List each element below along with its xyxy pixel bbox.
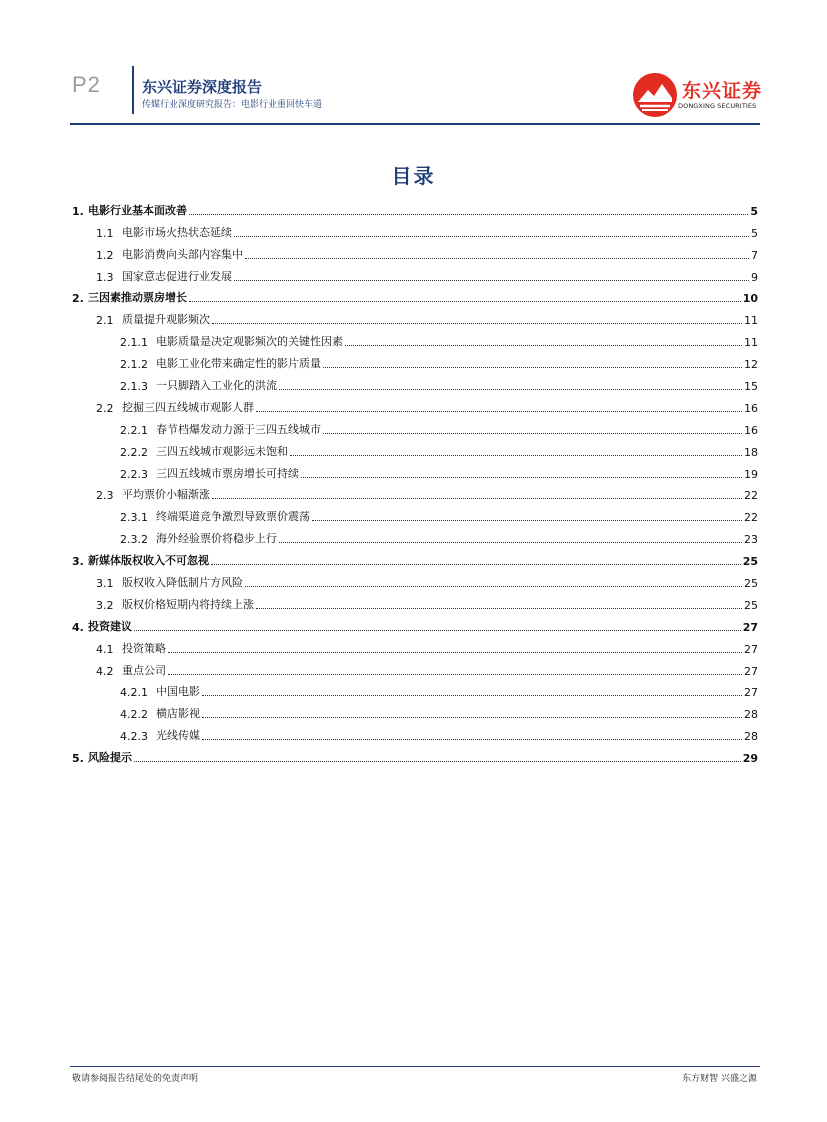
toc-entry-page: 23 (744, 533, 758, 547)
toc-entry-label: 三四五线城市观影远未饱和 (156, 444, 288, 458)
toc-entry-page: 28 (744, 730, 758, 744)
toc-entry-number: 1.3 (96, 270, 114, 284)
toc-leader-dots (212, 498, 742, 499)
footer-disclaimer: 敬请参阅报告结尾处的免责声明 (72, 1074, 199, 1084)
toc-entry-page: 5 (751, 226, 758, 240)
toc-entry-page: 27 (744, 686, 758, 700)
toc-entry-page: 12 (744, 358, 758, 372)
toc-entry[interactable] (72, 437, 758, 459)
toc-entry-label: 三四五线城市票房增长可持续 (156, 466, 299, 480)
footer-slogan: 东方财智 兴盛之源 (682, 1074, 757, 1084)
toc-entry-label: 投资建议 (88, 619, 132, 633)
toc-leader-dots (245, 258, 749, 259)
toc-leader-dots (312, 520, 742, 521)
toc-leader-dots (212, 323, 742, 324)
toc-entry-page: 5 (750, 204, 758, 218)
toc-entry-page: 28 (744, 708, 758, 722)
toc-entry-page: 22 (744, 511, 758, 525)
toc-entry-page: 10 (742, 292, 758, 306)
toc-entry[interactable] (72, 699, 758, 721)
toc-entry-label: 电影工业化带来确定性的影片质量 (156, 357, 321, 371)
toc-leader-dots (134, 630, 741, 631)
table-of-contents (72, 196, 758, 765)
toc-entry[interactable] (72, 743, 758, 765)
brand-title: 东兴证券深度报告 (142, 78, 263, 96)
toc-entry[interactable] (72, 612, 758, 634)
toc-leader-dots (189, 214, 748, 215)
toc-entry[interactable] (72, 459, 758, 481)
toc-entry-number: 4.2.3 (120, 730, 148, 744)
toc-entry-number: 4.2 (96, 664, 114, 678)
toc-entry-number: 2.2 (96, 401, 114, 415)
toc-entry[interactable] (72, 546, 758, 568)
toc-entry-label: 重点公司 (122, 663, 166, 677)
toc-leader-dots (134, 761, 741, 762)
toc-entry-page: 16 (744, 401, 758, 415)
toc-leader-dots (211, 564, 741, 565)
toc-entry-label: 挖掘三四五线城市观影人群 (122, 400, 254, 414)
toc-entry[interactable] (72, 678, 758, 700)
toc-entry-label: 中国电影 (156, 685, 200, 699)
toc-leader-dots (168, 674, 742, 675)
toc-entry-label: 终端渠道竞争激烈导致票价震荡 (156, 510, 310, 524)
toc-entry-label: 风险提示 (88, 751, 132, 765)
toc-entry[interactable] (72, 415, 758, 437)
toc-entry-page: 19 (744, 467, 758, 481)
toc-leader-dots (279, 542, 742, 543)
toc-entry[interactable] (72, 590, 758, 612)
toc-entry[interactable] (72, 262, 758, 284)
toc-entry-label: 版权价格短期内将持续上涨 (122, 597, 254, 611)
header-rule (70, 123, 760, 125)
toc-entry-number: 2.1.2 (120, 358, 148, 372)
toc-entry-number: 5. (72, 752, 84, 766)
toc-entry-label: 电影市场火热状态延续 (122, 225, 232, 239)
toc-leader-dots (256, 608, 742, 609)
toc-entry-page: 7 (751, 248, 758, 262)
toc-entry-label: 新媒体版权收入不可忽视 (88, 554, 209, 568)
toc-entry-label: 三因素推动票房增长 (88, 291, 187, 305)
toc-entry-page: 25 (744, 598, 758, 612)
toc-entry-label: 电影消费向头部内容集中 (122, 247, 243, 261)
toc-entry-page: 29 (742, 752, 758, 766)
toc-leader-dots (301, 477, 742, 478)
toc-leader-dots (345, 345, 742, 346)
toc-entry[interactable] (72, 305, 758, 327)
toc-entry-label: 电影质量是决定观影频次的关键性因素 (156, 335, 343, 349)
toc-entry-label: 海外经验票价将稳步上行 (156, 532, 277, 546)
toc-entry-label: 版权收入降低制片方风险 (122, 576, 243, 590)
toc-entry[interactable] (72, 218, 758, 240)
toc-entry-page: 18 (744, 445, 758, 459)
toc-leader-dots (234, 280, 749, 281)
toc-entry-label: 春节档爆发动力源于三四五线城市 (156, 422, 321, 436)
toc-leader-dots (279, 389, 742, 390)
toc-leader-dots (290, 455, 742, 456)
logo-emblem-icon (632, 72, 678, 118)
toc-entry-number: 1.2 (96, 248, 114, 262)
toc-entry-number: 1. (72, 204, 84, 218)
page-number: P2 (72, 72, 101, 97)
toc-entry[interactable] (72, 656, 758, 678)
toc-leader-dots (168, 652, 742, 653)
toc-entry[interactable] (72, 371, 758, 393)
toc-entry-page: 25 (742, 555, 758, 569)
toc-entry-page: 11 (744, 314, 758, 328)
toc-entry-page: 15 (744, 380, 758, 394)
toc-entry-number: 2.3.2 (120, 533, 148, 547)
toc-entry[interactable] (72, 721, 758, 743)
toc-entry-number: 4.2.2 (120, 708, 148, 722)
toc-entry-number: 2.2.1 (120, 423, 148, 437)
toc-leader-dots (202, 739, 742, 740)
toc-entry-number: 2.1.1 (120, 336, 148, 350)
toc-entry-number: 2.2.2 (120, 445, 148, 459)
toc-entry-label: 国家意志促进行业发展 (122, 269, 232, 283)
toc-leader-dots (256, 411, 742, 412)
toc-entry-label: 质量提升观影频次 (122, 313, 210, 327)
toc-leader-dots (202, 695, 742, 696)
toc-entry-number: 4.2.1 (120, 686, 148, 700)
toc-leader-dots (189, 301, 741, 302)
toc-entry[interactable] (72, 196, 758, 218)
toc-entry[interactable] (72, 481, 758, 503)
toc-entry-label: 一只脚踏入工业化的洪流 (156, 379, 277, 393)
toc-entry-page: 11 (744, 336, 758, 350)
toc-entry-number: 2.3 (96, 489, 114, 503)
logo-chinese-name: 东兴证券 (682, 80, 763, 102)
toc-entry[interactable] (72, 634, 758, 656)
toc-leader-dots (323, 433, 742, 434)
toc-entry-page: 27 (744, 642, 758, 656)
toc-entry-number: 2.1 (96, 314, 114, 328)
toc-entry-number: 2.3.1 (120, 511, 148, 525)
toc-entry-page: 27 (742, 620, 758, 634)
toc-entry[interactable] (72, 502, 758, 524)
toc-entry-number: 3.1 (96, 577, 114, 591)
toc-entry-number: 1.1 (96, 226, 114, 240)
toc-leader-dots (234, 236, 749, 237)
toc-entry[interactable] (72, 240, 758, 262)
toc-entry-number: 2.1.3 (120, 380, 148, 394)
toc-leader-dots (323, 367, 742, 368)
logo-english-name: DONGXING SECURITIES (678, 102, 757, 110)
toc-entry-page: 9 (751, 270, 758, 284)
toc-entry-label: 光线传媒 (156, 729, 200, 743)
toc-entry-number: 4.1 (96, 642, 114, 656)
toc-heading: 目录 (391, 164, 436, 188)
toc-leader-dots (202, 717, 742, 718)
toc-entry-number: 2.2.3 (120, 467, 148, 481)
toc-entry-number: 4. (72, 620, 84, 634)
toc-entry-number: 2. (72, 292, 84, 306)
toc-entry-label: 平均票价小幅渐涨 (122, 488, 210, 502)
toc-leader-dots (245, 586, 742, 587)
toc-entry[interactable] (72, 524, 758, 546)
footer-rule (70, 1066, 760, 1067)
toc-entry-page: 22 (744, 489, 758, 503)
toc-entry[interactable] (72, 284, 758, 306)
toc-entry-number: 3.2 (96, 598, 114, 612)
toc-entry[interactable] (72, 393, 758, 415)
company-logo (632, 72, 762, 120)
header-divider (132, 66, 134, 114)
toc-entry[interactable] (72, 349, 758, 371)
toc-entry-page: 16 (744, 423, 758, 437)
toc-entry[interactable] (72, 568, 758, 590)
toc-entry-page: 25 (744, 577, 758, 591)
toc-entry[interactable] (72, 327, 758, 349)
toc-entry-label: 横店影视 (156, 707, 200, 721)
toc-entry-number: 3. (72, 555, 84, 569)
toc-entry-page: 27 (744, 664, 758, 678)
toc-entry-label: 电影行业基本面改善 (88, 203, 187, 217)
toc-entry-label: 投资策略 (122, 641, 166, 655)
report-subtitle: 传媒行业深度研究报告：电影行业重回快车道 (142, 100, 323, 110)
